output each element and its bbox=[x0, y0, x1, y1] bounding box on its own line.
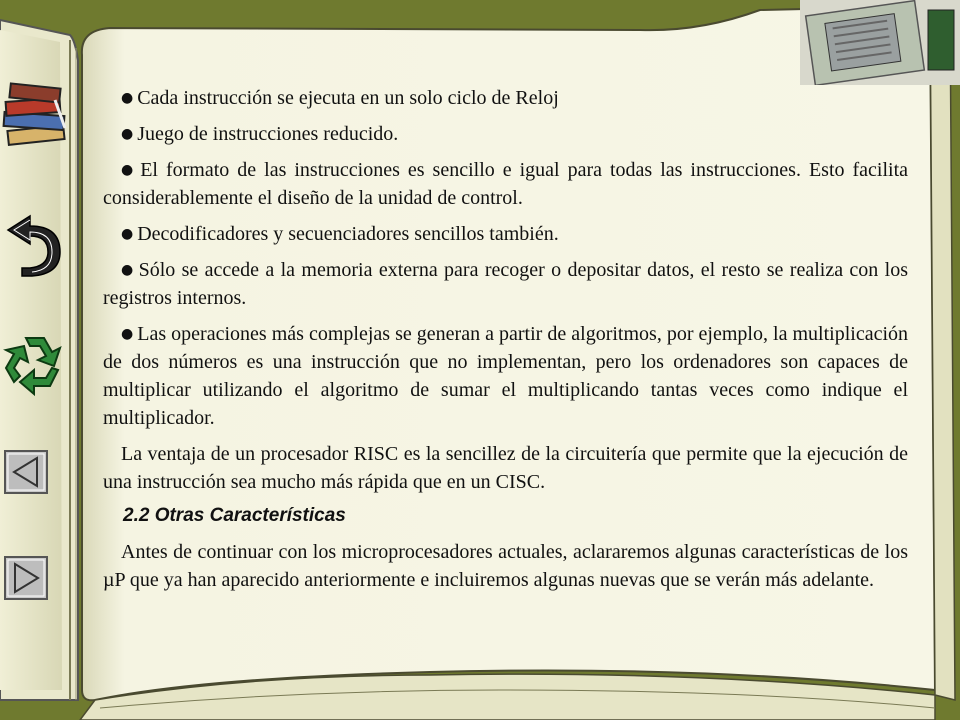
bullet-dot-icon: ● bbox=[121, 126, 134, 142]
bullet-item: ● Juego de instrucciones reducido. bbox=[121, 123, 399, 145]
return-arrow-icon[interactable] bbox=[0, 208, 66, 280]
previous-page-icon[interactable] bbox=[4, 450, 48, 494]
bullet-item: ● Sólo se accede a la memoria externa para recoger o depositar datos, el resto se realiza con los registros internos. bbox=[103, 259, 909, 309]
books-icon[interactable] bbox=[0, 80, 72, 148]
bullet-item: ● Las operaciones más complejas se generan a partir de algoritmos, por ejemplo, la multiplicación de dos números es una instrucción que no implementan, pero los ordenadores son capaces de multiplicar utilizando el algoritmo de sumar el multiplicando tantas veces como indique el multiplicador. bbox=[103, 323, 909, 429]
final-paragraph: Antes de continuar con los microprocesadores actuales, aclararemos algunas características de los µP que ya han aparecido anteriormente e incluiremos algunas nuevas que se verán más adelante. bbox=[103, 541, 908, 591]
risc-paragraph: La ventaja de un procesador RISC es la sencillez de la circuitería que permite que la ejecución de una instrucción sea mucho más rápida que en un CISC. bbox=[103, 443, 908, 493]
recycle-icon[interactable] bbox=[0, 330, 70, 398]
page-content bbox=[103, 84, 908, 602]
bullet-dot-icon: ● bbox=[121, 262, 135, 278]
bullet-dot-icon: ● bbox=[121, 162, 137, 178]
next-page-icon[interactable] bbox=[4, 556, 48, 600]
processor-chip-icon bbox=[800, 0, 960, 85]
bullet-item: ● Decodificadores y secuenciadores sencillos también. bbox=[121, 223, 559, 245]
bullet-item: ● Cada instrucción se ejecuta en un solo ciclo de Reloj bbox=[121, 87, 559, 109]
bullet-dot-icon: ● bbox=[121, 90, 134, 106]
bullet-dot-icon: ● bbox=[121, 226, 134, 242]
section-heading: 2.2 Otras Características bbox=[123, 505, 346, 526]
bullet-dot-icon: ● bbox=[121, 326, 134, 342]
bullet-item: ● El formato de las instrucciones es sencillo e igual para todas las instrucciones. Esto facilita considerablemente el diseño de la unidad de control. bbox=[103, 159, 909, 209]
mu-symbol: µ bbox=[103, 569, 115, 591]
